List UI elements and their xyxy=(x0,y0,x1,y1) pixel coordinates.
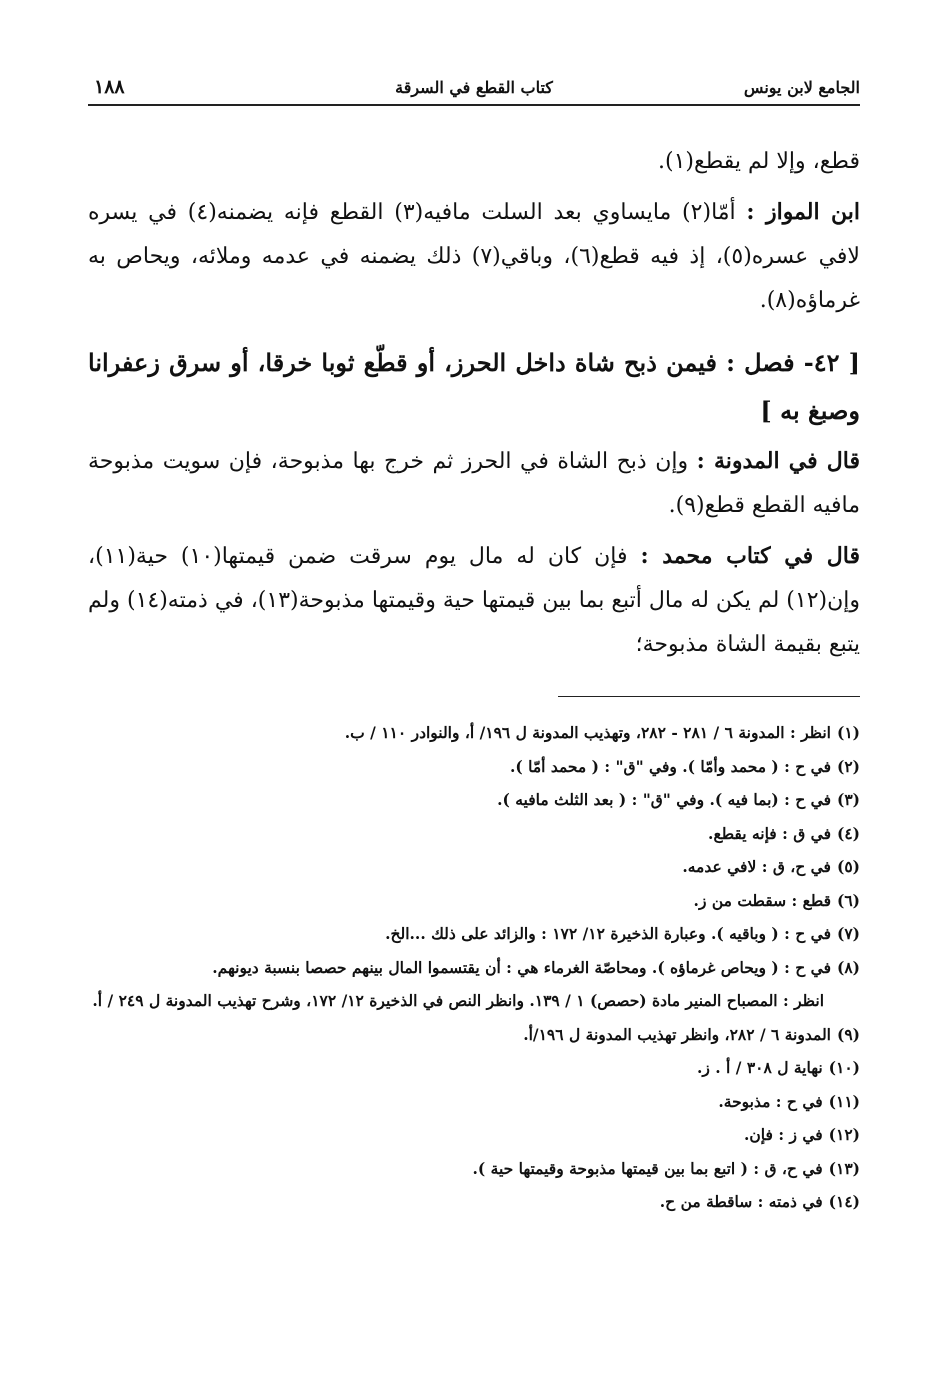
footnote: (٤)في ق : فإنه يقطع. xyxy=(708,823,860,843)
footnote: (١٢)في ز : فإن. xyxy=(744,1125,860,1144)
paragraph-3 xyxy=(88,439,860,528)
footnote-divider xyxy=(558,696,860,697)
footnote: (٨)في ح : ( ويحاص غرماؤه ). ومحاصّة الغرماء هي : أن يقتسموا المال بينهم حصصا بنسبة ديونهم. xyxy=(212,957,860,977)
footnotes xyxy=(88,716,860,1219)
footnote-continuation: انظر : المصباح المنير مادة (حصص) ١ / ١٣٩. وانظر النص في الذخيرة ١٢/ ١٧٢، وشرح تهذيب المدونة ل ٢٤٩ / أ. xyxy=(92,991,824,1010)
speaker-mudawwana: قال في المدونة : xyxy=(696,448,860,474)
footnote: (١)انظر : المدونة ٦ / ٢٨١ - ٢٨٢، وتهذيب المدونة ل ١٩٦/ أ، والنوادر ١١٠ / ب. xyxy=(344,723,860,742)
footnote: (٣)في ح : (بما فيه ). وفي "ق" : ( بعد الثلث مافيه ). xyxy=(497,790,860,809)
paragraph-1: قطع، وإلا لم يقطع(١). xyxy=(658,149,860,174)
footnote: (١٠)نهاية ل ٣٠٨ / أ . ز. xyxy=(696,1058,860,1077)
footnote: (١٤)في ذمته : ساقطة من ح. xyxy=(659,1192,860,1211)
section-heading: [ ٤٢- فصل : فيمن ذبح شاة داخل الحرز، أو قطّع ثوبا خرقا، أو سرق زعفرانا وصبغ به ] xyxy=(88,348,860,425)
main-text xyxy=(88,140,860,673)
speaker-kitab-muhammad: قال في كتاب محمد : xyxy=(640,543,860,569)
speaker-ibn-almawaz: ابن المواز : xyxy=(746,199,860,225)
footnote: (٧)في ح : ( وباقيه ). وعبارة الذخيرة ١٢/ ١٧٢ : والزائد على ذلك ...الخ. xyxy=(385,924,860,943)
paragraph-4-text: فإن كان له مال يوم سرقت ضمن قيمتها(١٠) حية(١١)، وإن(١٢) لم يكن له مال أتبع بما بين قيمتها حية وقيمتها مذبوحة(١٣)، في ذمته(١٤) ولم يتبع بقيمة الشاة مذبوحة؛ xyxy=(88,544,861,657)
footnote: (١٣)في ح، ق : ( اتبع بما بين قيمتها مذبوحة وقيمتها حية ). xyxy=(472,1158,860,1178)
header-divider xyxy=(88,104,860,106)
page-number: ١٨٨ xyxy=(94,76,125,98)
book-title: الجامع لابن يونس xyxy=(743,78,860,97)
paragraph-3-text: وإن ذبح الشاة في الحرز ثم خرج بها مذبوحة، فإن سويت مذبوحة مافيه القطع قطع(٩). xyxy=(88,449,860,518)
paragraph-2-text: أمّا(٢) مايساوي بعد السلت مافيه(٣) القطع فإنه يضمنه(٤) في يسره لافي عسره(٥)، إذ فيه قطع(٦)، وباقي(٧) ذلك يضمنه في عدمه وملائه، ويحاص به غرماؤه(٨). xyxy=(88,200,860,313)
footnote: (٥)في ح، ق : لافي عدمه. xyxy=(682,857,860,876)
chapter-title: كتاب القطع في السرقة xyxy=(395,78,553,97)
running-header xyxy=(88,76,860,106)
footnote: (١١)في ح : مذبوحة. xyxy=(718,1091,860,1111)
footnote: (٢)في ح : ( محمد وأمّا ). وفي "ق" : ( محمد أمّا ). xyxy=(509,756,860,776)
paragraph-2 xyxy=(88,190,860,323)
footnote: (٦)قطع : سقطت من ز. xyxy=(693,890,860,910)
footnote: (٩)المدونة ٦ / ٢٨٢، وانظر تهذيب المدونة ل ١٩٦/أ. xyxy=(523,1024,860,1044)
paragraph-4 xyxy=(88,534,860,667)
